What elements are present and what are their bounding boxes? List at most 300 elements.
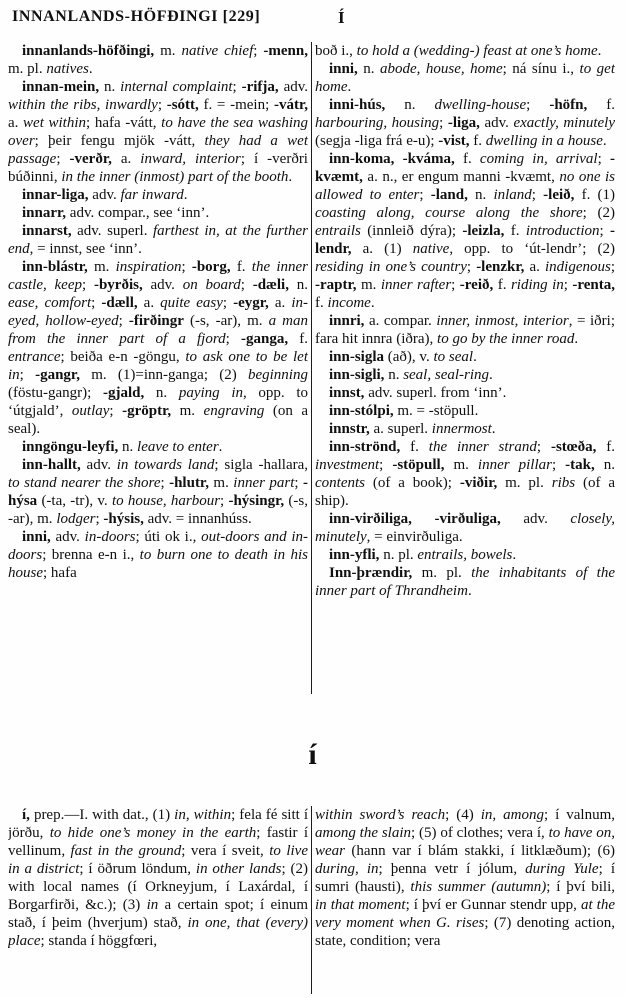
entry-text: ; bbox=[526, 97, 550, 113]
translation: in that moment bbox=[315, 897, 406, 913]
headword: inngöngu-leyfi, bbox=[22, 439, 119, 455]
headword: inni-hús, bbox=[329, 97, 386, 113]
entry-text: a. bbox=[111, 151, 141, 167]
entry-text: . bbox=[88, 61, 93, 77]
entry-text: ; bbox=[222, 295, 234, 311]
entry-text: a. bbox=[8, 115, 24, 131]
top-right-column bbox=[315, 42, 615, 694]
translation: to seal bbox=[433, 349, 474, 365]
translation: to burn one to death in his house bbox=[8, 547, 308, 581]
entry-text: (-s, -ar), m. bbox=[8, 493, 308, 527]
entry-text: adv. bbox=[500, 511, 571, 527]
headword: inn-sigli, bbox=[329, 367, 385, 383]
entry-text: n. pl. bbox=[379, 547, 418, 563]
translation: indigenous bbox=[544, 259, 611, 275]
entry-text: . bbox=[491, 421, 496, 437]
translation: lodger bbox=[56, 511, 96, 527]
entry-text: m. bbox=[444, 457, 478, 473]
entry-text: ; hafa -vátt, bbox=[86, 115, 162, 131]
translation: to house, harbour bbox=[111, 493, 221, 509]
entry-text: (of a ship). bbox=[315, 475, 615, 509]
entry-text: m. bbox=[154, 43, 182, 59]
entry-text: f. bbox=[230, 259, 252, 275]
entry-text: . bbox=[218, 439, 223, 455]
entry-text: a. n., er engum manni -kvæmt, bbox=[362, 169, 560, 185]
entry-text: ; í sumri (hausti), bbox=[315, 861, 615, 895]
entry-text: adv. bbox=[142, 277, 183, 293]
translation: out-doors and in-doors bbox=[8, 529, 308, 563]
section-letter-header: Í bbox=[338, 8, 345, 27]
entry-text: ; standa í höggfœri, bbox=[40, 933, 158, 949]
dictionary-entry bbox=[8, 258, 308, 438]
entry-text: adv. superl. bbox=[71, 223, 153, 239]
entry-text: boð i., bbox=[315, 43, 357, 59]
entry-text: (hann var í blám stakki, í litklæðum); (6) bbox=[345, 843, 615, 859]
translation: a man from the inner part of a fjord bbox=[8, 313, 308, 347]
headword: -hýsa bbox=[8, 475, 308, 509]
entry-text: ; (7) denoting action, state, condition; vera bbox=[315, 915, 615, 949]
translation: to get home bbox=[315, 61, 615, 95]
entry-text: ; þenna vetr í jólum, bbox=[378, 861, 526, 877]
headword: -rifja, bbox=[241, 79, 279, 95]
entry-text: m. bbox=[356, 277, 381, 293]
headword: -eygr, bbox=[233, 295, 269, 311]
translation: native bbox=[412, 241, 450, 257]
translation: inner part bbox=[233, 475, 295, 491]
dictionary-entry bbox=[8, 204, 308, 222]
translation: exactly, minutely bbox=[513, 115, 615, 131]
entry-text: ; bbox=[294, 475, 303, 491]
entry-text: ; bbox=[451, 277, 460, 293]
translation: dwelling in a house bbox=[485, 133, 603, 149]
entry-text: ; bbox=[82, 277, 94, 293]
entry-text: ; vera í sveit, bbox=[181, 843, 270, 859]
entry-text: . bbox=[467, 583, 472, 599]
translation: in-eyed, hollow-eyed bbox=[8, 295, 308, 329]
entry-text: a. compar. bbox=[364, 313, 437, 329]
entry-text: ; bbox=[181, 259, 192, 275]
translation: internal complaint bbox=[120, 79, 233, 95]
page-header bbox=[0, 8, 625, 34]
translation: within the ribs, inwardly bbox=[8, 97, 158, 113]
entry-text: n. bbox=[99, 79, 121, 95]
headword: -ganga, bbox=[240, 331, 289, 347]
translation: dwelling-house bbox=[434, 97, 527, 113]
headword: -lendr, bbox=[315, 223, 615, 257]
translation: inner, inmost, interior bbox=[436, 313, 569, 329]
translation: closely, minutely bbox=[315, 511, 615, 545]
entry-text: f. bbox=[469, 133, 486, 149]
translation: inland bbox=[493, 187, 532, 203]
entry-text: ; bbox=[91, 295, 102, 311]
translation: at the very moment when G. rises bbox=[315, 897, 615, 931]
translation: to go by the inner road bbox=[437, 331, 575, 347]
entry-text: m. = -stöpull. bbox=[393, 403, 479, 419]
translation: this summer (autumn) bbox=[410, 879, 547, 895]
entry-text: ; sigla -hallara, bbox=[214, 457, 308, 473]
headword: innar-liga, bbox=[22, 187, 89, 203]
translation: to have the sea washing over bbox=[8, 115, 308, 149]
bottom-right-column bbox=[315, 806, 615, 994]
headword: innst, bbox=[329, 385, 365, 401]
headword: -stöpull, bbox=[392, 457, 445, 473]
entry-text: ; bbox=[531, 187, 544, 203]
translation: to hide one’s money in the earth bbox=[49, 825, 257, 841]
headword: inn-stólpi, bbox=[329, 403, 394, 419]
entry-text: m. pl. bbox=[497, 475, 552, 491]
entry-text: (of a book); bbox=[365, 475, 460, 491]
headword: -gjald, bbox=[102, 385, 145, 401]
translation: during Yule bbox=[525, 861, 599, 877]
entry-continuation bbox=[315, 806, 615, 950]
translation: among the slain bbox=[315, 825, 412, 841]
entry-text: (-ta, -tr), v. bbox=[37, 493, 112, 509]
headword: inn-sigla bbox=[329, 349, 385, 365]
translation: beginning bbox=[247, 367, 308, 383]
entry-text: (segja -liga frá e-u); bbox=[315, 133, 439, 149]
entry-text: , = einvirðuliga. bbox=[366, 529, 463, 545]
entry-text: prep.—I. with dat., (1) bbox=[29, 807, 175, 823]
translation: quite easy bbox=[160, 295, 223, 311]
entry-text: adv. bbox=[50, 529, 85, 545]
entry-text: a. bbox=[268, 295, 292, 311]
dictionary-entry bbox=[8, 78, 308, 186]
entry-text: ; bbox=[253, 43, 264, 59]
entry-text: ; bbox=[466, 259, 477, 275]
translation: during, in bbox=[315, 861, 379, 877]
entry-text: ; hafa bbox=[43, 565, 77, 581]
headword: -liga, bbox=[447, 115, 480, 131]
headword: -sótt, bbox=[166, 97, 199, 113]
headword: inn-koma, -kváma, bbox=[329, 151, 455, 167]
entry-text: n. bbox=[385, 97, 435, 113]
entry-text: (föstu-gangr); bbox=[8, 385, 103, 401]
translation: inner pillar bbox=[477, 457, 552, 473]
entry-text: ; bbox=[563, 277, 573, 293]
entry-text: ; í valnum, bbox=[543, 807, 615, 823]
entry-text: ; (2) with local names (í Orkneyjum, í Laxárdal, í Borgarfirði, &c.); (3) bbox=[8, 861, 308, 913]
entry-text: . bbox=[473, 349, 477, 365]
headword: -kvæmt, bbox=[315, 151, 615, 185]
dictionary-entry bbox=[315, 546, 615, 564]
headword: -stœða, bbox=[550, 439, 597, 455]
entry-text: a. (1) bbox=[351, 241, 413, 257]
translation: ribs bbox=[551, 475, 576, 491]
translation: income bbox=[327, 295, 371, 311]
entry-text: ; bbox=[536, 439, 551, 455]
translation: riding in bbox=[510, 277, 564, 293]
entry-text: ; bbox=[157, 97, 167, 113]
entry-text: (að), v. bbox=[384, 349, 434, 365]
entry-text: adv. compar., see ‘inn’. bbox=[66, 205, 210, 221]
entry-text: . bbox=[574, 331, 579, 347]
entry-text: (on a seal). bbox=[8, 403, 308, 437]
headword: -verðr, bbox=[69, 151, 112, 167]
entry-text: m. bbox=[208, 475, 234, 491]
entry-text: f. bbox=[288, 331, 308, 347]
entry-text: ; bbox=[225, 331, 241, 347]
entry-text: adv. bbox=[88, 187, 121, 203]
entry-text: f. (1) bbox=[574, 187, 615, 203]
entry-text: adv. bbox=[80, 457, 117, 473]
entry-text: , = innst, see ‘inn’. bbox=[29, 241, 142, 257]
entry-text: adv. superl. from ‘inn’. bbox=[364, 385, 507, 401]
entry-text: f. = -mein; bbox=[198, 97, 274, 113]
entry-text: ; bbox=[160, 475, 170, 491]
translation: inspiration bbox=[115, 259, 182, 275]
headword: innan-mein, bbox=[22, 79, 100, 95]
translation: investment bbox=[315, 457, 380, 473]
entry-text: ; þeir fengu mjök -vátt, bbox=[34, 133, 205, 149]
headword: inni, bbox=[329, 61, 358, 77]
entry-text: . bbox=[183, 187, 188, 203]
dictionary-entry bbox=[315, 96, 615, 150]
headword: inn-virðiliga, -virðuliga, bbox=[329, 511, 501, 527]
headword: -leið, bbox=[543, 187, 575, 203]
column-divider bbox=[311, 42, 312, 694]
entry-text: ; (2) bbox=[582, 205, 615, 221]
entry-text: ; í því er Gunnar stendr upp, bbox=[405, 897, 581, 913]
entry-text: f. bbox=[315, 295, 328, 311]
translation: in the inner (inmost) part of the booth bbox=[61, 169, 289, 185]
translation: introduction bbox=[525, 223, 600, 239]
entry-text: n. bbox=[357, 61, 380, 77]
entry-text: ; bbox=[379, 457, 393, 473]
entry-text: n. bbox=[467, 187, 494, 203]
entry-text: ; (5) of clothes; vera í, bbox=[411, 825, 549, 841]
entry-text: m. pl. bbox=[412, 565, 472, 581]
entry-text: f. bbox=[400, 439, 429, 455]
entry-text: ; bbox=[56, 151, 70, 167]
dictionary-entry bbox=[315, 402, 615, 420]
entry-text: m. pl. bbox=[8, 61, 47, 77]
translation: paying in bbox=[178, 385, 243, 401]
translation: no one is allowed to enter bbox=[315, 169, 615, 203]
translation: residing in one’s country bbox=[315, 259, 467, 275]
entry-text: ; bbox=[240, 277, 253, 293]
translation: far inward bbox=[120, 187, 184, 203]
headword: -hýsis, bbox=[103, 511, 144, 527]
entry-text: ; bbox=[599, 223, 610, 239]
entry-text: adv. bbox=[479, 115, 514, 131]
translation: coasting along, course along the shore bbox=[315, 205, 583, 221]
entry-text: ; ná sínu i., bbox=[502, 61, 580, 77]
dictionary-entry bbox=[8, 528, 308, 582]
entry-text: ; bbox=[19, 367, 36, 383]
dictionary-entry bbox=[8, 42, 308, 78]
translation: innermost bbox=[431, 421, 492, 437]
entry-text: f. bbox=[587, 97, 615, 113]
dictionary-entry bbox=[315, 60, 615, 96]
entry-text: ; bbox=[610, 259, 615, 275]
entry-text: ; bbox=[551, 457, 566, 473]
translation: entrails bbox=[315, 223, 361, 239]
entry-text: ; bbox=[220, 493, 229, 509]
entry-text: . bbox=[347, 79, 352, 95]
dictionary-entry bbox=[315, 510, 615, 546]
translation: in other lands bbox=[195, 861, 282, 877]
entry-text: adv. bbox=[278, 79, 308, 95]
section-heading: í bbox=[308, 738, 317, 771]
entry-text: n. bbox=[288, 277, 308, 293]
entry-text: m. (1)=inn-ganga; (2) bbox=[79, 367, 248, 383]
dictionary-entry bbox=[315, 366, 615, 384]
headword: -gröptr, bbox=[122, 403, 172, 419]
entry-text: (-s, -ar), m. bbox=[183, 313, 269, 329]
headword: inni, bbox=[22, 529, 51, 545]
entry-text: , opp. to ‘útgjald’, bbox=[8, 385, 308, 419]
translation: in one, that (every) place bbox=[8, 915, 308, 949]
entry-text: a. superl. bbox=[369, 421, 432, 437]
entry-text: ; (4) bbox=[445, 807, 481, 823]
entry-text: . bbox=[489, 367, 493, 383]
headword: -hýsingr, bbox=[228, 493, 285, 509]
dictionary-entry bbox=[315, 348, 615, 366]
translation: in, among bbox=[480, 807, 544, 823]
running-head: INNANLANDS-HÖFÐINGI [229] bbox=[12, 8, 261, 25]
dictionary-entry bbox=[8, 186, 308, 204]
entry-text: ; fastir í vellinum, bbox=[8, 825, 308, 859]
dictionary-entry bbox=[315, 420, 615, 438]
headword: -lenzkr, bbox=[476, 259, 525, 275]
entry-text: . bbox=[288, 169, 293, 185]
dictionary-entry bbox=[8, 456, 308, 528]
entry-text: ; bbox=[118, 313, 129, 329]
entry-text: a. bbox=[524, 259, 545, 275]
translation: farthest in, at the further end bbox=[8, 223, 308, 257]
translation: inner rafter bbox=[380, 277, 452, 293]
headword: -dæli, bbox=[252, 277, 289, 293]
entry-text: ; bbox=[95, 511, 104, 527]
translation: to live in a district bbox=[8, 843, 308, 877]
entry-text: f. bbox=[596, 439, 615, 455]
headword: innarr, bbox=[22, 205, 67, 221]
headword: -leizla, bbox=[462, 223, 505, 239]
headword: -borg, bbox=[191, 259, 231, 275]
headword: -land, bbox=[430, 187, 468, 203]
translation: harbouring, housing bbox=[315, 115, 440, 131]
dictionary-entry bbox=[315, 438, 615, 510]
translation: coming in, arrival bbox=[479, 151, 598, 167]
translation: to hold a (wedding-) feast at one’s home bbox=[356, 43, 598, 59]
translation: seal, seal-ring bbox=[403, 367, 490, 383]
dictionary-entry bbox=[8, 806, 308, 950]
entry-text: ; í -verðri búðinni, bbox=[8, 151, 308, 185]
headword: innri, bbox=[329, 313, 365, 329]
headword: -viðir, bbox=[459, 475, 498, 491]
translation: in bbox=[146, 897, 159, 913]
dictionary-entry bbox=[315, 150, 615, 312]
column-divider bbox=[311, 806, 312, 994]
entry-text: n. bbox=[594, 457, 615, 473]
translation: to ask one to be let in bbox=[8, 349, 308, 383]
translation: in, within bbox=[174, 807, 232, 823]
headword: innarst, bbox=[22, 223, 72, 239]
headword: Inn-þrændir, bbox=[329, 565, 413, 581]
headword: -reið, bbox=[459, 277, 494, 293]
headword: -renta, bbox=[572, 277, 615, 293]
entry-text: (innleið dýra); bbox=[360, 223, 463, 239]
translation: on board bbox=[182, 277, 241, 293]
entry-text: ; bbox=[439, 115, 448, 131]
entry-text: ; bbox=[232, 79, 242, 95]
translation: ease, comfort bbox=[8, 295, 92, 311]
entry-text: . bbox=[597, 43, 602, 59]
entry-text: ; í því bili, bbox=[546, 879, 615, 895]
headword: -firðingr bbox=[128, 313, 184, 329]
translation: in towards land bbox=[116, 457, 215, 473]
entry-text: f. bbox=[493, 277, 511, 293]
bottom-left-column bbox=[8, 806, 308, 994]
entry-text: ; úti ok i., bbox=[135, 529, 202, 545]
bottom-section bbox=[8, 806, 615, 994]
entry-text: ; bbox=[109, 403, 123, 419]
dictionary-entry bbox=[8, 222, 308, 258]
translation: the inner strand bbox=[428, 439, 537, 455]
dictionary-entry bbox=[315, 312, 615, 348]
translation: natives bbox=[46, 61, 89, 77]
headword: -menn, bbox=[263, 43, 308, 59]
translation: within sword’s reach bbox=[315, 807, 446, 823]
headword: innanlands-höfðingi, bbox=[22, 43, 155, 59]
entry-text: , opp. to ‘út-lendr’; (2) bbox=[449, 241, 615, 257]
entry-text: a. bbox=[137, 295, 161, 311]
headword: -vist, bbox=[438, 133, 470, 149]
translation: entrails, bowels bbox=[417, 547, 513, 563]
entry-text: . bbox=[370, 295, 375, 311]
entry-text: f. bbox=[454, 151, 480, 167]
dictionary-entry bbox=[8, 438, 308, 456]
headword: -byrðis, bbox=[93, 277, 143, 293]
translation: to stand nearer the shore bbox=[8, 475, 161, 491]
top-section bbox=[8, 42, 615, 694]
entry-text: . bbox=[512, 547, 517, 563]
entry-text: adv. = innanhúss. bbox=[143, 511, 252, 527]
entry-text: . bbox=[602, 133, 607, 149]
translation: the inner castle, keep bbox=[8, 259, 308, 293]
translation: entrance bbox=[8, 349, 61, 365]
entry-text: m. bbox=[87, 259, 116, 275]
translation: abode, house, home bbox=[380, 61, 503, 77]
translation: outlay bbox=[71, 403, 110, 419]
translation: the inhabitants of the inner part of Thrandheim bbox=[315, 565, 615, 599]
entry-text: ; brenna e-n i., bbox=[42, 547, 140, 563]
headword: -tak, bbox=[565, 457, 595, 473]
top-left-column bbox=[8, 42, 308, 694]
entry-text: ; bbox=[419, 187, 431, 203]
headword: -raptr, bbox=[315, 277, 357, 293]
dictionary-entry bbox=[315, 384, 615, 402]
entry-text: n. bbox=[144, 385, 179, 401]
translation: inward, interior bbox=[140, 151, 241, 167]
translation: engraving bbox=[203, 403, 265, 419]
translation: contents bbox=[315, 475, 365, 491]
translation: native chief bbox=[181, 43, 254, 59]
entry-text: , = iðri; fara hit innra (iðra), bbox=[315, 313, 615, 347]
dictionary-entry bbox=[315, 564, 615, 600]
headword: inn-blástr, bbox=[22, 259, 88, 275]
headword: innstr, bbox=[329, 421, 370, 437]
entry-text: n. bbox=[384, 367, 404, 383]
translation: in-doors bbox=[84, 529, 136, 545]
entry-text: f. bbox=[504, 223, 526, 239]
headword: -höfn, bbox=[549, 97, 588, 113]
headword: inn-strönd, bbox=[329, 439, 401, 455]
entry-text: m. bbox=[171, 403, 204, 419]
translation: they had a wet passage bbox=[8, 133, 308, 167]
entry-continuation bbox=[315, 42, 615, 60]
headword: -dæll, bbox=[101, 295, 138, 311]
